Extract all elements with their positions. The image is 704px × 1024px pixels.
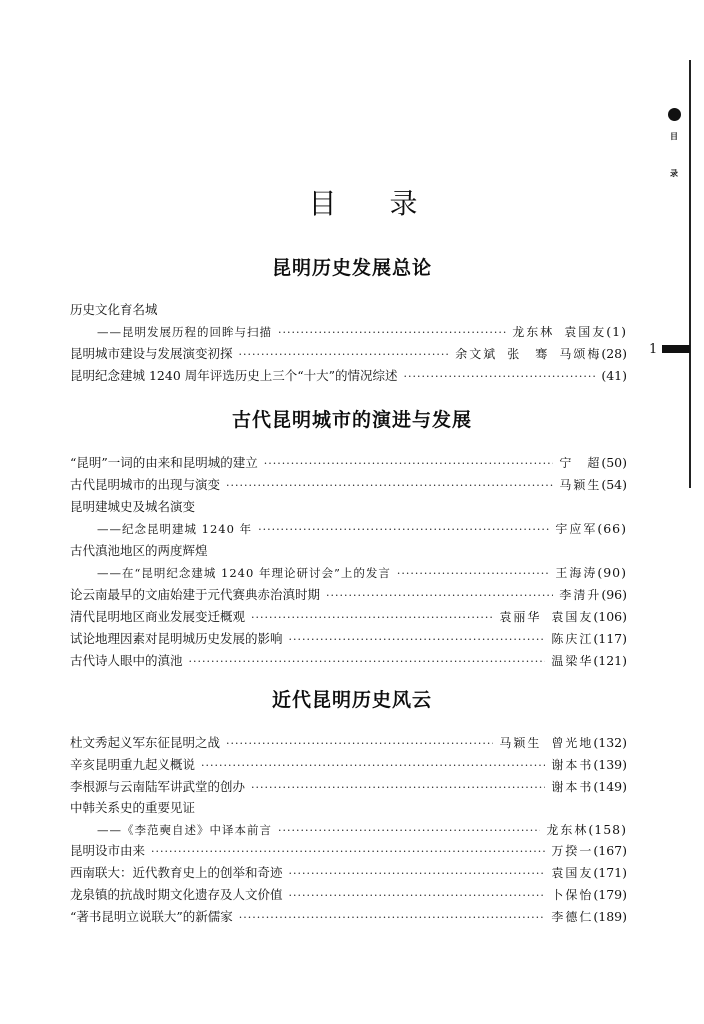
entry-title: 李根源与云南陆军讲武堂的创办 bbox=[70, 779, 246, 794]
dot-leader bbox=[189, 652, 546, 672]
toc-entry[interactable] bbox=[70, 629, 627, 649]
toc-entry[interactable] bbox=[70, 841, 627, 861]
entry-title: ——在“昆明纪念建城 1240 年理论研讨会”上的发言 bbox=[97, 566, 391, 580]
entry-authors: 龙东林 bbox=[546, 823, 589, 837]
margin-label-top: 目 bbox=[670, 132, 678, 141]
entry-page: (171) bbox=[593, 865, 627, 880]
entry-authors: 卜保怡 bbox=[551, 888, 594, 902]
toc-entry[interactable] bbox=[97, 820, 627, 840]
entry-title: 论云南最早的文庙始建于元代赛典赤治滇时期 bbox=[70, 587, 321, 602]
entry-title: 古代诗人眼中的滇池 bbox=[70, 653, 183, 668]
entry-authors: 谢本书 bbox=[551, 758, 594, 772]
entry-page: (158) bbox=[588, 822, 627, 837]
toc-entry[interactable] bbox=[70, 541, 208, 561]
section-heading: 昆明历史发展总论 bbox=[271, 257, 432, 279]
entry-page: (167) bbox=[593, 843, 627, 858]
entry-authors: 陈庆江 bbox=[551, 632, 594, 646]
entry-page: (139) bbox=[593, 757, 627, 772]
entry-title: “著书昆明立说联大”的新儒家 bbox=[70, 909, 233, 924]
entry-page: (179) bbox=[593, 887, 627, 902]
entry-authors: 宁 超 bbox=[559, 456, 602, 470]
toc-entry[interactable] bbox=[70, 607, 627, 627]
entry-title: 历史文化育名城 bbox=[70, 302, 158, 317]
entry-title: 昆明建城史及城名演变 bbox=[70, 499, 196, 514]
dot-leader bbox=[278, 821, 540, 841]
entry-authors: 王海涛 bbox=[555, 566, 598, 580]
entry-page: (66) bbox=[597, 521, 627, 536]
entry-page: (41) bbox=[601, 368, 627, 383]
entry-page: (132) bbox=[593, 735, 627, 750]
toc-entry[interactable] bbox=[70, 366, 627, 386]
entry-authors: 马颖生 bbox=[559, 478, 602, 492]
dot-leader bbox=[226, 734, 493, 754]
entry-authors: 袁丽华 袁国友 bbox=[499, 610, 594, 624]
dot-leader bbox=[397, 564, 549, 584]
entry-authors: 李德仁 bbox=[551, 910, 594, 924]
dot-leader bbox=[326, 586, 553, 606]
entry-page: (50) bbox=[601, 455, 627, 470]
toc-entry[interactable] bbox=[70, 907, 627, 927]
entry-authors: 温梁华 bbox=[551, 654, 594, 668]
toc-entry[interactable] bbox=[97, 519, 627, 539]
entry-title: 西南联大：近代教育史上的创举和奇迹 bbox=[70, 865, 283, 880]
entry-page: (121) bbox=[593, 653, 627, 668]
entry-page: (54) bbox=[601, 477, 627, 492]
entry-title: 辛亥昆明重九起义概说 bbox=[70, 757, 196, 772]
entry-authors: 龙东林 袁国友 bbox=[512, 325, 607, 339]
entry-title: 杜文秀起义军东征昆明之战 bbox=[70, 735, 221, 750]
entry-title: ——《李范奭自述》中译本前言 bbox=[97, 823, 272, 837]
entry-page: (1) bbox=[606, 324, 627, 339]
section-heading: 近代昆明历史风云 bbox=[271, 689, 432, 711]
dot-leader bbox=[239, 908, 546, 928]
toc-entry[interactable] bbox=[70, 798, 195, 818]
entry-title: 古代昆明城市的出现与演变 bbox=[70, 477, 221, 492]
toc-entry[interactable] bbox=[70, 497, 195, 517]
entry-title: 昆明城市建设与发展演变初探 bbox=[70, 346, 233, 361]
dot-leader bbox=[151, 842, 545, 862]
margin-label-bottom: 录 bbox=[670, 169, 678, 178]
entry-title: “昆明”一词的由来和昆明城的建立 bbox=[70, 455, 258, 470]
toc-entry[interactable] bbox=[70, 755, 627, 775]
dot-leader bbox=[251, 608, 493, 628]
toc-entry[interactable] bbox=[70, 585, 627, 605]
dot-leader bbox=[289, 864, 546, 884]
entry-title: 清代昆明地区商业发展变迁概观 bbox=[70, 609, 246, 624]
entry-authors: 李清升 bbox=[559, 588, 602, 602]
entry-page: (189) bbox=[593, 909, 627, 924]
entry-page: (149) bbox=[593, 779, 627, 794]
toc-entry[interactable] bbox=[70, 344, 627, 364]
entry-title: 古代滇池地区的两度辉煌 bbox=[70, 543, 208, 558]
entry-authors: 宇应军 bbox=[555, 522, 598, 536]
section-heading: 古代昆明城市的演进与发展 bbox=[231, 409, 472, 431]
dot-leader bbox=[251, 778, 545, 798]
page-marker-bar bbox=[662, 345, 690, 353]
toc-entry[interactable] bbox=[70, 863, 627, 883]
entry-title: 龙泉镇的抗战时期文化遗存及人文价值 bbox=[70, 887, 283, 902]
toc-entry[interactable] bbox=[70, 885, 627, 905]
toc-entry[interactable] bbox=[70, 453, 627, 473]
entry-title: ——昆明发展历程的回眸与扫描 bbox=[97, 325, 272, 339]
entry-authors: 余文斌 张 骞 马颂梅 bbox=[455, 347, 602, 361]
dot-leader bbox=[239, 345, 450, 365]
toc-entry[interactable] bbox=[70, 651, 627, 671]
entry-page: (28) bbox=[601, 346, 627, 361]
dot-leader bbox=[278, 323, 506, 343]
toc-entry[interactable] bbox=[70, 777, 627, 797]
entry-page: (106) bbox=[593, 609, 627, 624]
toc-entry[interactable] bbox=[97, 322, 627, 342]
bullet-dot-icon bbox=[668, 108, 681, 121]
entry-title: 中韩关系史的重要见证 bbox=[70, 800, 196, 815]
toc-entry[interactable] bbox=[70, 475, 627, 495]
entry-title: ——纪念昆明建城 1240 年 bbox=[97, 522, 253, 536]
dot-leader bbox=[404, 367, 596, 387]
entry-authors: 马颖生 曾光地 bbox=[499, 736, 594, 750]
toc-entry[interactable] bbox=[70, 300, 158, 320]
toc-entry[interactable] bbox=[70, 733, 627, 753]
entry-authors: 万揆一 bbox=[551, 844, 594, 858]
entry-title: 昆明纪念建城 1240 周年评选历史上三个“十大”的情况综述 bbox=[70, 368, 398, 383]
entry-title: 试论地理因素对昆明城历史发展的影响 bbox=[70, 631, 283, 646]
entry-page: (96) bbox=[601, 587, 627, 602]
dot-leader bbox=[289, 886, 546, 906]
dot-leader bbox=[264, 454, 554, 474]
entry-authors: 袁国友 bbox=[551, 866, 594, 880]
entry-title: 昆明设市由来 bbox=[70, 843, 146, 858]
page-title: 目 录 bbox=[308, 187, 440, 220]
dot-leader bbox=[201, 756, 545, 776]
toc-entry[interactable] bbox=[97, 563, 627, 583]
dot-leader bbox=[289, 630, 546, 650]
dot-leader bbox=[226, 476, 553, 496]
entry-authors: 谢本书 bbox=[551, 780, 594, 794]
page-number: 1 bbox=[649, 342, 658, 357]
entry-page: (117) bbox=[593, 631, 627, 646]
entry-page: (90) bbox=[597, 565, 627, 580]
dot-leader bbox=[258, 520, 549, 540]
